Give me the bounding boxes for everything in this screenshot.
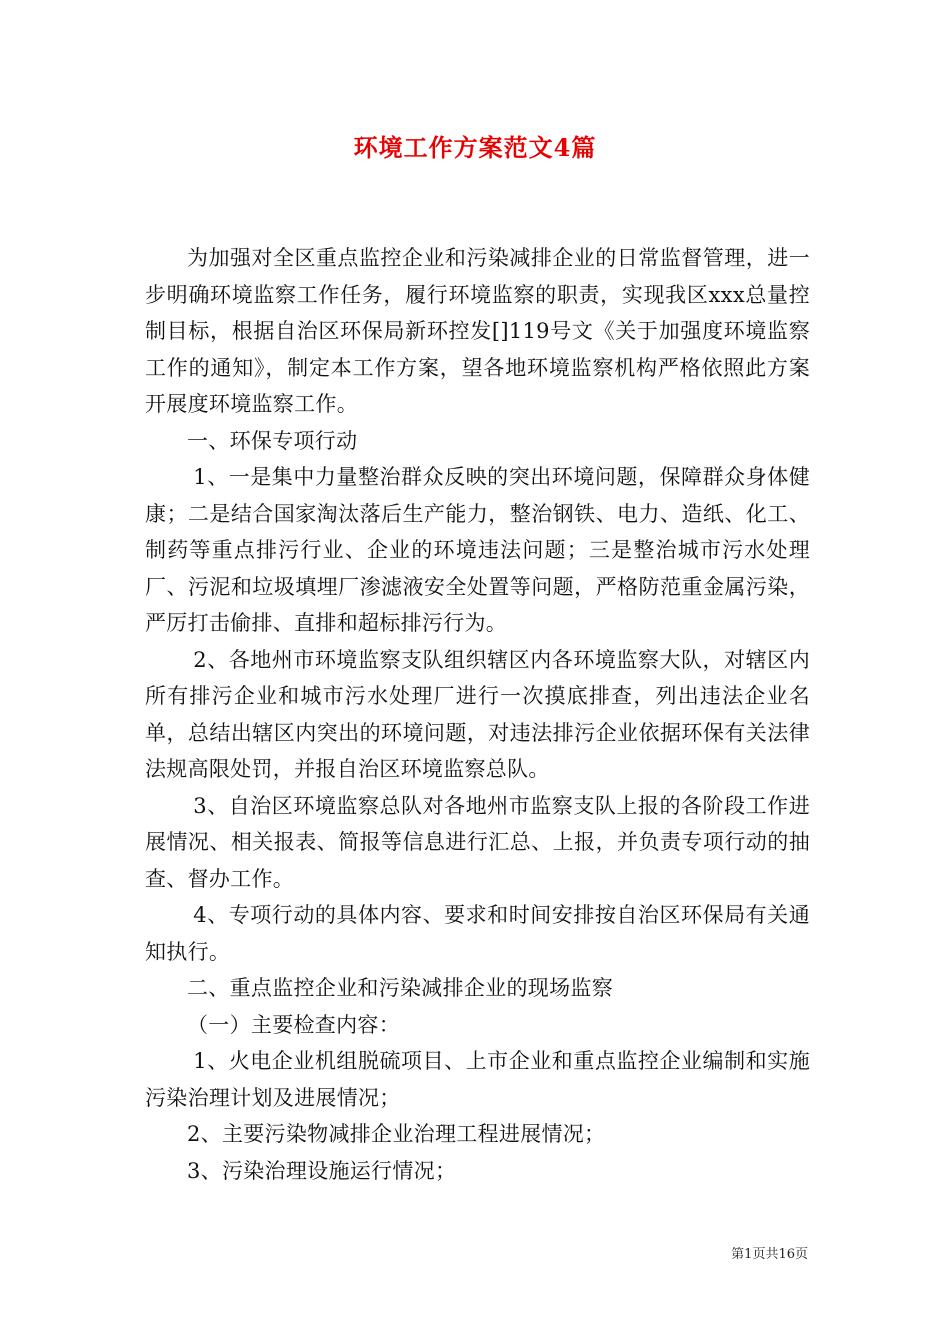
heading-section-1: 一、环保专项行动: [187, 428, 358, 453]
paragraph-intro: 为加强对全区重点监控企业和污染减排企业的日常监督管理，进一步明确环境监察工作任务，履行环境监察的职责，实现我区xxx总量控制目标，根据自治区环保局新环控发[]119号文《关于加强度环境监察工作的通知》，制定本工作方案，望各地环境监察机构严格依照此方案开展度环境监察工作。: [145, 246, 810, 416]
paragraph-check-2: 2、主要污染物减排企业治理工程进展情况；: [187, 1122, 606, 1146]
paragraph-item-3: 3、自治区环境监察总队对各地州市监察支队上报的各阶段工作进展情况、相关报表、简报等信息进行汇总、上报，并负责专项行动的抽查、督办工作。: [145, 793, 810, 891]
paragraph-item-2: 2、各地州市环境监察支队组织辖区内各环境监察大队，对辖区内所有排污企业和城市污水处理厂进行一次摸底排查，列出违法企业名单，总结出辖区内突出的环境问题，对违法排污企业依据环保有关法律法规高限处罚，并报自治区环境监察总队。: [145, 647, 810, 781]
document-title: 环境工作方案范文4篇: [353, 133, 597, 162]
document-body: [145, 240, 810, 1189]
heading-section-2: 二、重点监控企业和污染减排企业的现场监察: [187, 976, 613, 1000]
paragraph-check-3: 3、污染治理设施运行情况；: [187, 1158, 457, 1183]
paragraph-check-1: 1、火电企业机组脱硫项目、上市企业和重点监控企业编制和实施污染治理计划及进展情况；: [145, 1049, 810, 1110]
paragraph-item-4: 4、专项行动的具体内容、要求和时间安排按自治区环保局有关通知执行。: [145, 903, 810, 964]
subheading-check-content: （一）主要检查内容：: [187, 1012, 400, 1037]
paragraph-item-1: 1、一是集中力量整治群众反映的突出环境问题，保障群众身体健康；二是结合国家淘汰落后生产能力，整治钢铁、电力、造纸、化工、制药等重点排污行业、企业的环境违法问题；三是整治城市污水处理厂、污泥和垃圾填埋厂渗滤液安全处置等问题，严格防范重金属污染，严厉打击偷排、直排和超标排污行为。: [145, 465, 810, 635]
page-number: 第1页共16页: [731, 1247, 808, 1262]
